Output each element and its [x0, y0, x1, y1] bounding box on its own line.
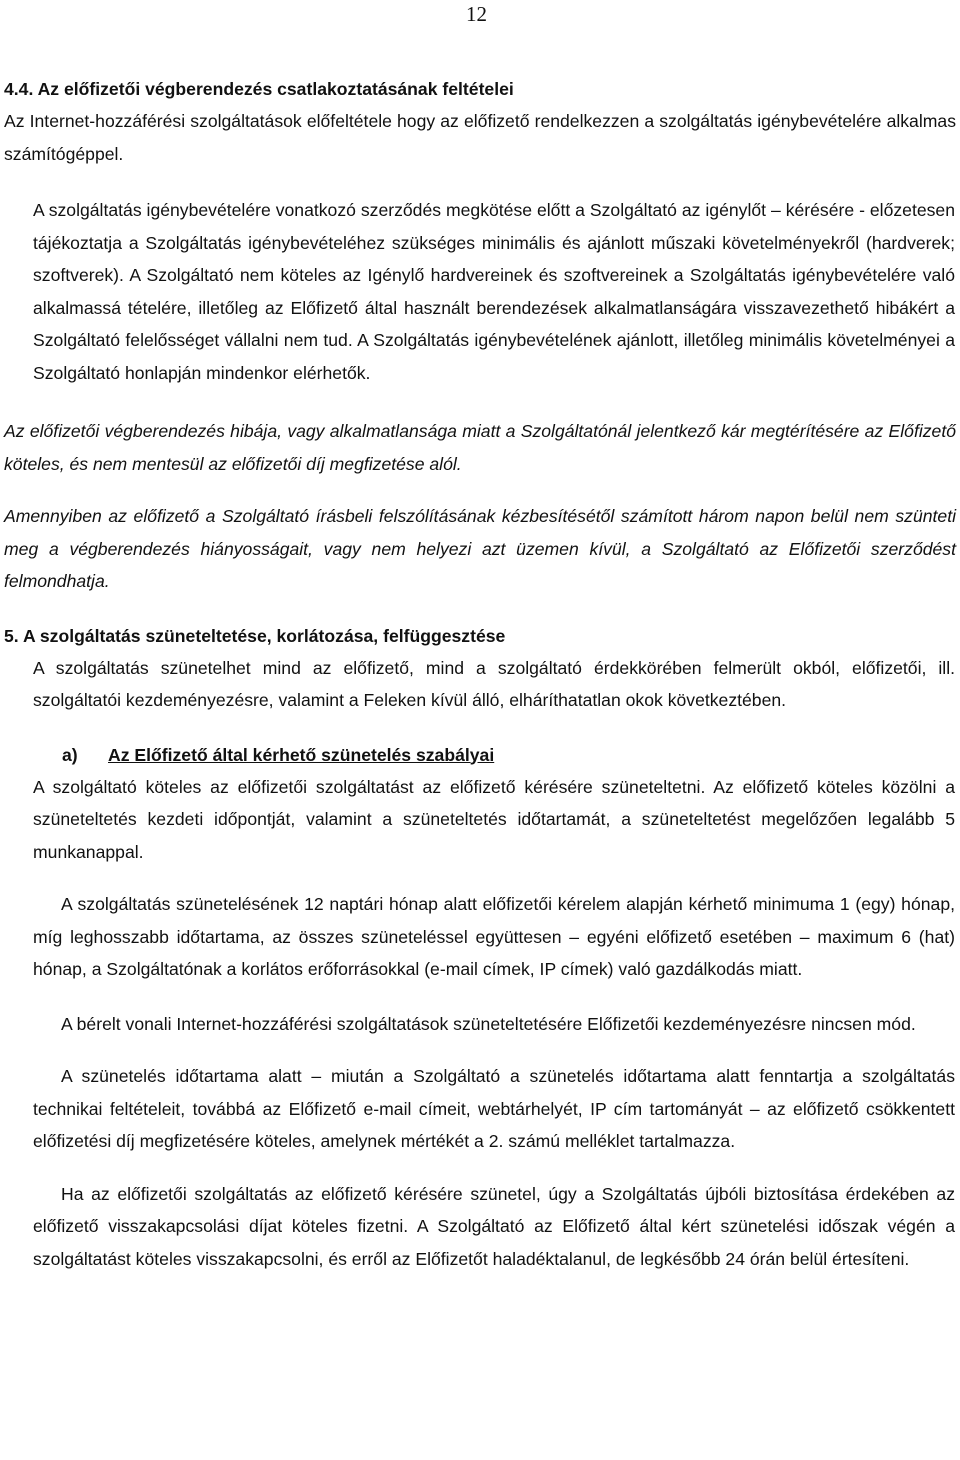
section-4-4-paragraph-3: Az előfizetői végberendezés hibája, vagy alkalmatlansága miatt a Szolgáltatónál jelentkező kár megtérítésére az Előfizető köteles, és nem mentesül az előfizetői díj megfizetése alól.	[4, 421, 956, 474]
subsection-a-marker: a)	[62, 744, 78, 765]
section-5-number: 5.	[4, 625, 19, 646]
page-content	[0, 72, 960, 1275]
section-4-4-paragraph-1: Az Internet-hozzáférési szolgáltatások előfeltétele hogy az előfizető rendelkezzen a szolgáltatás igénybevételére alkalmas számítógéppel.	[4, 111, 956, 164]
subsection-a-paragraph-5: Ha az előfizetői szolgáltatás az előfizető kérésére szünetel, úgy a Szolgáltatás újbóli biztosítása érdekében az előfizető visszakapcsolási díjat köteles fizetni. A Szolgáltató az Előfizető által kért szünetelési időszak végén a szolgáltatást köteles visszakapcsolni, és erről az Előfizetőt haladéktalanul, de legkésőbb 24 órán belül értesíteni.	[33, 1183, 955, 1269]
subsection-a-heading	[62, 739, 960, 771]
subsection-a-paragraph-4: A szünetelés időtartama alatt – miután a Szolgáltató a szünetelés időtartama alatt fenntartja a szolgáltatás technikai feltételeit, továbbá az Előfizető e-mail címeit, webtárhelyét, IP cím tartományát – az előfizető csökkentett előfizetési díj megfizetésére köteles, amelynek mértékét a 2. számú melléklet tartalmazza.	[33, 1066, 955, 1151]
page-number: 12	[466, 2, 487, 26]
subsection-a-paragraph-1: A szolgáltató köteles az előfizetői szolgáltatást az előfizető kérésére szüneteltetni. Az előfizető köteles közölni a szüneteltetés kezdeti időpontját, valamint a szüneteltetés időtartamát, a szüneteltetést megelőzően legalább 5 munkanappal.	[33, 776, 955, 862]
section-4-4-paragraph-2: A szolgáltatás igénybevételére vonatkozó szerződés megkötése előtt a Szolgáltató az igénylőt – kérésére - előzetesen tájékoztatja a Szolgáltatás igénybevételéhez szükséges minimális és ajánlott műszaki követelményekről (hardverek; szoftverek). A Szolgáltató nem köteles az Igénylő hardvereinek és szoftvereinek a Szolgáltatás igénybevételére való alkalmassá tételére, illetőleg az Előfizető által használt berendezések alkalmatlanságára visszavezethető hibákért a Szolgáltató felelősséget vállalni nem tud. A Szolgáltatás igénybevételének ajánlott, illetőleg minimális követelményei a Szolgáltató honlapján mindenkor elérhetők.	[33, 200, 955, 383]
section-5-paragraph-1: A szolgáltatás szünetelhet mind az előfizető, mind a szolgáltató érdekkörében felmerült okból, előfizetői, ill. szolgáltatói kezdeményezésre, valamint a Feleken kívül álló, elháríthatatlan okok következtében.	[33, 657, 955, 710]
section-5-title: A szolgáltatás szüneteltetése, korlátozása, felfüggesztése	[22, 625, 506, 646]
subsection-a-title: Az Előfizető által kérhető szünetelés szabályai	[108, 744, 495, 765]
section-4-4-paragraph-4: Amennyiben az előfizető a Szolgáltató írásbeli felszólításának kézbesítésétől számított három napon belül nem szünteti meg a végberendezés hiányosságait, vagy nem helyezi azt üzemen kívül, a Szolgáltató az Előfizetői szerződést felmondhatja.	[4, 506, 956, 591]
subsection-a-paragraph-3: A bérelt vonali Internet-hozzáférési szolgáltatások szüneteltetésére Előfizetői kezdeményezésre nincsen mód.	[61, 1013, 916, 1034]
section-4-4-heading: 4.4. Az előfizetői végberendezés csatlakoztatásának feltételei	[4, 79, 514, 99]
section-5-heading	[4, 620, 956, 652]
subsection-a-paragraph-2: A szolgáltatás szünetelésének 12 naptári hónap alatt előfizetői kérelem alapján kérhető minimuma 1 (egy) hónap, míg leghosszabb időtartama, az összes szüneteléssel együttesen – egyéni előfizető esetében – maximum 6 (hat) hónap, a Szolgáltatónak a korlátos erőforrásokkal (e-mail címek, IP címek) való gazdálkodás miatt.	[33, 894, 955, 979]
